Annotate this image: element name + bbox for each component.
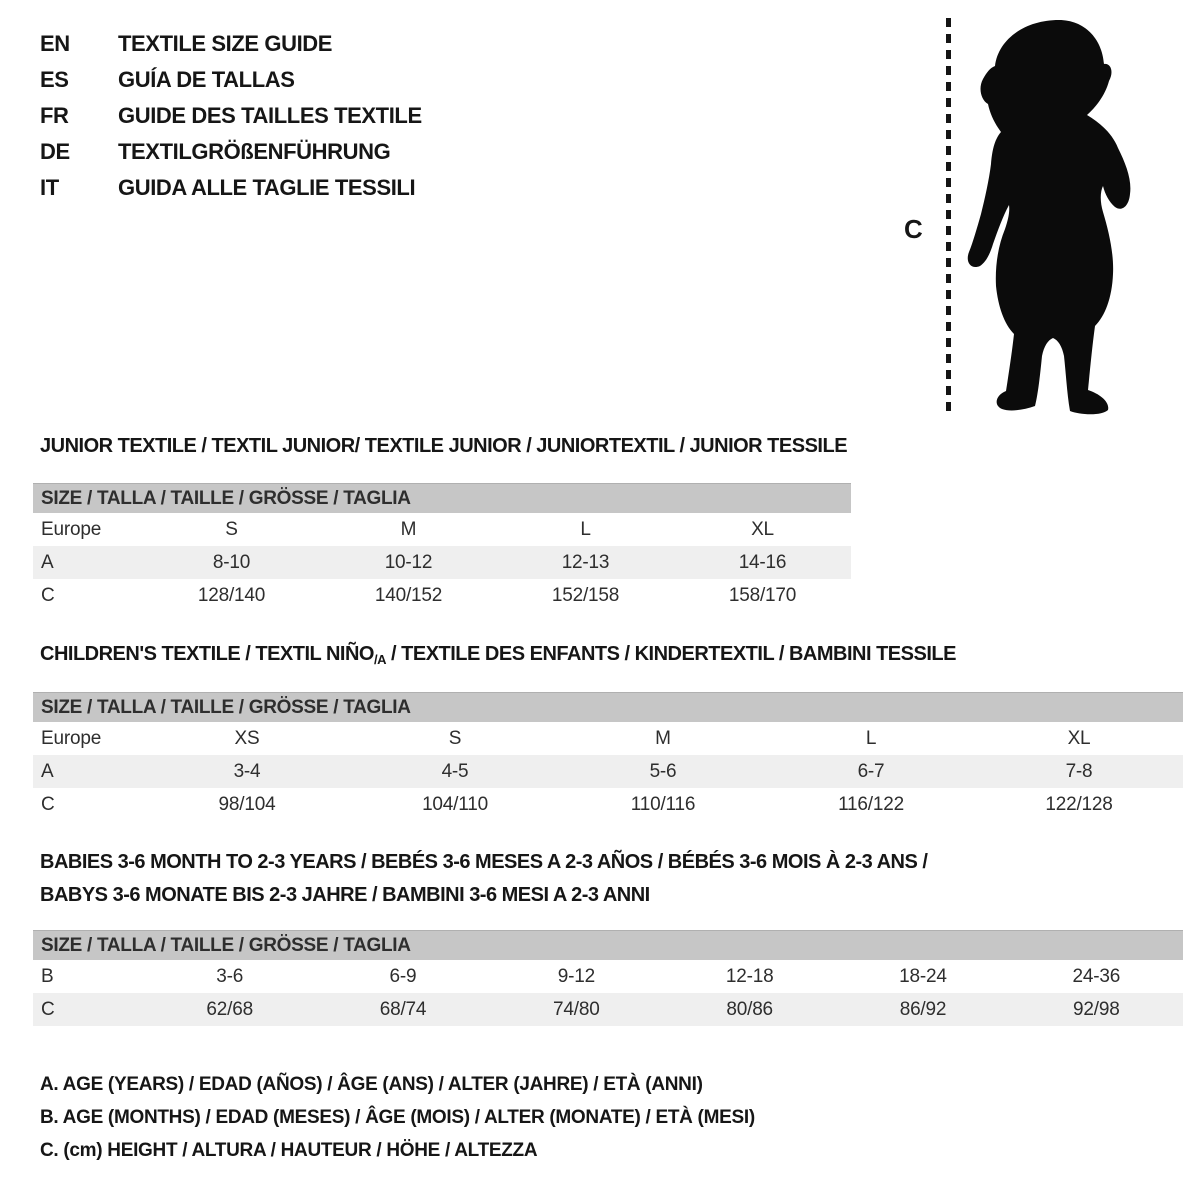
cell-value: 18-24 bbox=[899, 965, 947, 987]
cell-value: 6-9 bbox=[389, 965, 417, 987]
legend-line-c: C. (cm) HEIGHT / ALTURA / HAUTEUR / HÖHE / ALTEZZA bbox=[40, 1139, 538, 1161]
cell-value: 8-10 bbox=[212, 551, 251, 573]
babies-title-line1: BABIES 3-6 MONTH TO 2-3 YEARS / BEBÉS 3-6 MESES A 2-3 AÑOS / BÉBÉS 3-6 MOIS À 2-3 ANS / bbox=[40, 851, 928, 873]
cell-value: 14-16 bbox=[738, 551, 787, 573]
size-column-header: XL bbox=[1067, 727, 1091, 749]
cell-value: 110/116 bbox=[630, 793, 696, 815]
table-row bbox=[33, 788, 1183, 821]
babies-title-line2: BABYS 3-6 MONATE BIS 2-3 JAHRE / BAMBINI 3-6 MESI A 2-3 ANNI bbox=[40, 884, 650, 906]
table-row bbox=[33, 579, 851, 612]
table-row bbox=[33, 960, 1183, 993]
row-label: A bbox=[41, 760, 54, 782]
size-header-bar: SIZE / TALLA / TAILLE / GRÖSSE / TAGLIA bbox=[33, 930, 1183, 960]
region-label: Europe bbox=[41, 727, 102, 749]
cell-value: 5-6 bbox=[649, 760, 677, 782]
language-row-de bbox=[40, 134, 422, 170]
cell-value: 80/86 bbox=[726, 998, 773, 1020]
cell-value: 6-7 bbox=[857, 760, 885, 782]
language-code: DE bbox=[40, 139, 70, 164]
row-label: A bbox=[41, 551, 54, 573]
table-row bbox=[33, 993, 1183, 1026]
legend-line-a: A. AGE (YEARS) / EDAD (AÑOS) / ÂGE (ANS) / ALTER (JAHRE) / ETÀ (ANNI) bbox=[40, 1073, 703, 1095]
legend-line-b: B. AGE (MONTHS) / EDAD (MESES) / ÂGE (MOIS) / ALTER (MONATE) / ETÀ (MESI) bbox=[40, 1106, 755, 1128]
table-header-row bbox=[33, 722, 1183, 755]
children-size-table bbox=[33, 692, 1183, 821]
size-column-header: XL bbox=[751, 518, 774, 540]
measure-label-c: C bbox=[904, 214, 923, 244]
cell-value: 104/110 bbox=[422, 793, 488, 815]
language-row-es bbox=[40, 62, 422, 98]
cell-value: 152/158 bbox=[551, 584, 620, 606]
size-column-header: L bbox=[865, 727, 877, 749]
cell-value: 68/74 bbox=[379, 998, 427, 1020]
region-label: Europe bbox=[41, 518, 102, 540]
language-code: IT bbox=[40, 175, 59, 200]
size-column-header: M bbox=[400, 518, 417, 540]
language-row-it bbox=[40, 170, 422, 206]
size-column-header: XS bbox=[234, 727, 260, 749]
cell-value: 24-36 bbox=[1072, 965, 1121, 987]
children-title-part1: CHILDREN'S TEXTILE / TEXTIL NIÑO bbox=[40, 643, 374, 665]
cell-value: 7-8 bbox=[1065, 760, 1093, 782]
size-column-header: L bbox=[580, 518, 591, 540]
cell-value: 12-18 bbox=[725, 965, 774, 987]
toddler-silhouette bbox=[962, 16, 1142, 420]
cell-value: 92/98 bbox=[1073, 998, 1120, 1020]
cell-value: 140/152 bbox=[374, 584, 443, 606]
cell-value: 98/104 bbox=[218, 793, 276, 815]
cell-value: 74/80 bbox=[553, 998, 600, 1020]
size-column-header: M bbox=[655, 727, 671, 749]
row-label: C bbox=[41, 584, 55, 606]
cell-value: 116/122 bbox=[838, 793, 904, 815]
guide-title: TEXTILGRÖßENFÜHRUNG bbox=[118, 139, 391, 164]
guide-title: GUIDA ALLE TAGLIE TESSILI bbox=[118, 175, 416, 200]
size-column-header: S bbox=[448, 727, 462, 749]
language-code: FR bbox=[40, 103, 69, 128]
language-row-fr bbox=[40, 98, 422, 134]
row-label: B bbox=[41, 965, 54, 987]
cell-value: 122/128 bbox=[1045, 793, 1113, 815]
cell-value: 128/140 bbox=[197, 584, 266, 606]
junior-size-table bbox=[33, 483, 851, 612]
row-label: C bbox=[41, 793, 55, 815]
size-column-header: S bbox=[225, 518, 238, 540]
cell-value: 4-5 bbox=[441, 760, 469, 782]
table-header-row bbox=[33, 513, 851, 546]
cell-value: 3-6 bbox=[216, 965, 244, 987]
cell-value: 3-4 bbox=[233, 760, 261, 782]
children-title-part2: / TEXTILE DES ENFANTS / KINDERTEXTIL / BAMBINI TESSILE bbox=[385, 643, 956, 665]
babies-section-title bbox=[40, 846, 927, 912]
language-code: EN bbox=[40, 31, 70, 56]
cell-value: 86/92 bbox=[899, 998, 947, 1020]
babies-size-table bbox=[33, 930, 1183, 1026]
measurement-legend bbox=[40, 1068, 755, 1167]
cell-value: 12-13 bbox=[561, 551, 610, 573]
guide-title: GUIDE DES TAILLES TEXTILE bbox=[118, 103, 422, 128]
language-header bbox=[40, 26, 422, 206]
cell-value: 9-12 bbox=[557, 965, 595, 987]
cell-value: 62/68 bbox=[206, 998, 253, 1020]
row-label: C bbox=[41, 998, 55, 1020]
cell-value: 10-12 bbox=[384, 551, 433, 573]
children-title-subscript: /A bbox=[373, 652, 386, 667]
children-section-title bbox=[40, 643, 956, 667]
size-header-bar: SIZE / TALLA / TAILLE / GRÖSSE / TAGLIA bbox=[33, 692, 1183, 722]
table-row bbox=[33, 755, 1183, 788]
cell-value: 158/170 bbox=[728, 584, 797, 606]
guide-title: GUÍA DE TALLAS bbox=[118, 67, 295, 92]
guide-title: TEXTILE SIZE GUIDE bbox=[118, 31, 333, 56]
language-code: ES bbox=[40, 67, 69, 92]
table-row bbox=[33, 546, 851, 579]
language-row-en bbox=[40, 26, 422, 62]
junior-section-title: JUNIOR TEXTILE / TEXTIL JUNIOR/ TEXTILE JUNIOR / JUNIORTEXTIL / JUNIOR TESSILE bbox=[40, 435, 848, 457]
size-header-bar: SIZE / TALLA / TAILLE / GRÖSSE / TAGLIA bbox=[33, 483, 851, 513]
height-measure-dashed-line bbox=[946, 18, 951, 418]
